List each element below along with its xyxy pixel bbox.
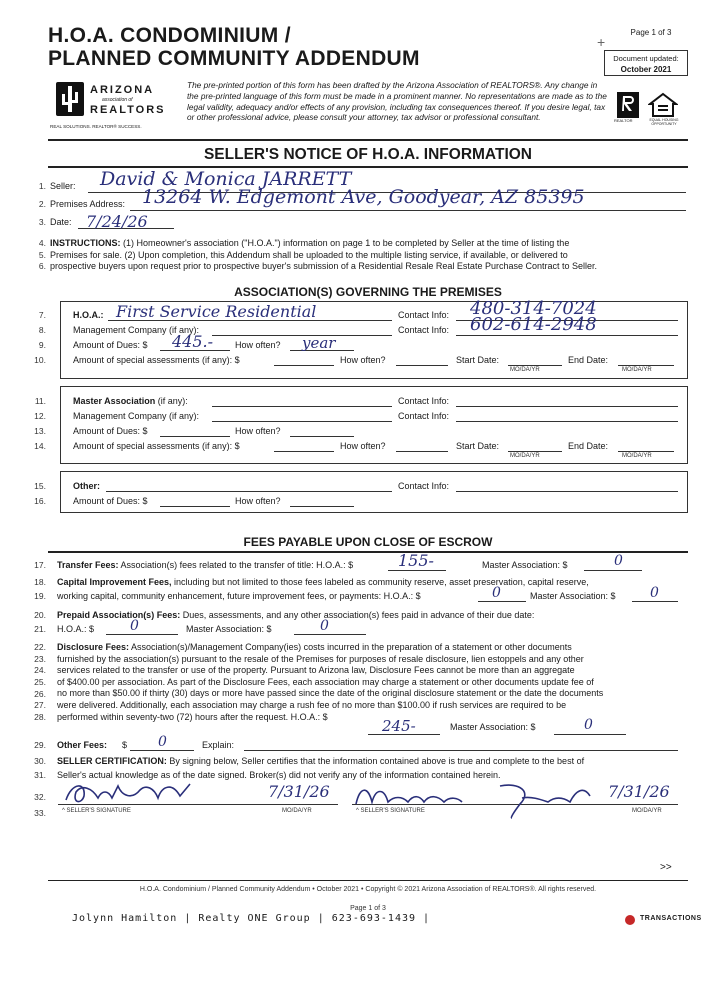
registration-mark: + bbox=[597, 34, 606, 50]
line-number: 21. bbox=[34, 624, 46, 634]
master-mgmt-field[interactable] bbox=[212, 421, 392, 422]
line-number: 9. bbox=[38, 340, 46, 350]
realtor-label: REALTOR bbox=[614, 118, 633, 123]
transactions-label: TRANSACTIONS bbox=[640, 915, 702, 922]
line-number: 6. bbox=[38, 261, 46, 271]
line-number: 2. bbox=[38, 199, 46, 209]
hoa-how-often-label: How often? bbox=[235, 340, 281, 350]
seller-value: David & Monica JARRETT bbox=[100, 168, 352, 190]
footer-copyright: H.O.A. Condominium / Planned Community Addendum • October 2021 • Copyright © 2021 Arizona Association of REALTORS®. All rights reserved. bbox=[139, 886, 597, 893]
line-number: 12. bbox=[34, 411, 46, 421]
master-mgmt-contact-field[interactable] bbox=[456, 421, 678, 422]
transfer-hoa-field[interactable] bbox=[388, 570, 446, 571]
capital-fees-line2: working capital, community enhancement, future improvement fees, or payments: H.O.A.: $ bbox=[57, 591, 421, 601]
master-special-often-label: How often? bbox=[340, 441, 386, 451]
hoa-special-label: Amount of special assessments (if any): $ bbox=[73, 355, 240, 365]
line-number: 4. bbox=[38, 238, 46, 248]
capital-master-value: 0 bbox=[650, 585, 659, 601]
capital-hoa-value: 0 bbox=[492, 585, 501, 601]
hoa-end-label: End Date: bbox=[568, 355, 609, 365]
master-how-often-field[interactable] bbox=[290, 436, 354, 437]
line-number: 28. bbox=[34, 712, 46, 722]
certification-line2: Seller's actual knowledge as of the date signed. Broker(s) did not verify any of the information contained herein. bbox=[57, 770, 501, 780]
hoa-dues-label: Amount of Dues: $ bbox=[73, 340, 148, 350]
line-number: 26. bbox=[34, 689, 46, 699]
capital-master-field[interactable] bbox=[632, 601, 678, 602]
master-dues-field[interactable] bbox=[160, 436, 230, 437]
line-number: 23. bbox=[34, 654, 46, 664]
seller-signature-date-2: 7/31/26 bbox=[608, 782, 670, 801]
associations-heading: ASSOCIATION(S) GOVERNING THE PREMISES bbox=[234, 285, 502, 299]
mgmt-contact-field[interactable] bbox=[456, 335, 678, 336]
line-number: 33. bbox=[34, 808, 46, 818]
line-number: 3. bbox=[38, 217, 46, 227]
date-value: 7/24/26 bbox=[86, 212, 148, 231]
doc-updated-date: October 2021 bbox=[620, 65, 672, 74]
divider bbox=[48, 551, 688, 553]
prepaid-hoa-field[interactable] bbox=[106, 634, 178, 635]
mgmt-label: Management Company (if any): bbox=[73, 325, 200, 335]
master-mgmt-contact-label: Contact Info: bbox=[398, 411, 450, 421]
arizona-realtors-logo: ARIZONA association of REALTORS REAL SOLUTIONS. REALTOR® SUCCESS. bbox=[50, 84, 166, 129]
master-label: Master Association (if any): bbox=[73, 396, 188, 406]
form-title: H.O.A. CONDOMINIUM / PLANNED COMMUNITY ADDENDUM bbox=[48, 24, 420, 70]
footer-page: Page 1 of 3 bbox=[350, 905, 386, 912]
master-special-often-field[interactable] bbox=[396, 451, 448, 452]
date-label-1: MO/DA/YR bbox=[282, 808, 312, 814]
transactions-logo-icon bbox=[625, 915, 635, 925]
seller-notice-heading: SELLER'S NOTICE OF H.O.A. INFORMATION bbox=[203, 146, 533, 163]
line-number: 1. bbox=[38, 181, 46, 191]
other-contact-field[interactable] bbox=[456, 491, 678, 492]
mgmt-contact-label: Contact Info: bbox=[398, 325, 450, 335]
line-number: 16. bbox=[34, 496, 46, 506]
hoa-special-field[interactable] bbox=[274, 365, 334, 366]
master-end-field[interactable] bbox=[618, 451, 674, 452]
date-label-2: MO/DA/YR bbox=[632, 808, 662, 814]
master-special-label: Amount of special assessments (if any): $ bbox=[73, 441, 240, 451]
other-fees-label: Other Fees: bbox=[57, 740, 108, 750]
line-number: 5. bbox=[38, 250, 46, 260]
master-special-field[interactable] bbox=[274, 451, 334, 452]
line-number: 20. bbox=[34, 610, 46, 620]
hoa-dues-value: 445.- bbox=[172, 332, 214, 351]
eho-label: EQUAL HOUSING OPPORTUNITY bbox=[649, 118, 679, 126]
transfer-master-label: Master Association: $ bbox=[482, 560, 568, 570]
hoa-start-field[interactable] bbox=[508, 365, 562, 366]
master-start-field[interactable] bbox=[508, 451, 562, 452]
mgmt-contact-value: 602-614-2948 bbox=[470, 314, 597, 335]
divider bbox=[48, 880, 688, 881]
line-number: 32. bbox=[34, 792, 46, 802]
prepaid-master-label: Master Association: $ bbox=[186, 624, 272, 634]
prepaid-master-value: 0 bbox=[320, 618, 329, 634]
master-contact-field[interactable] bbox=[456, 406, 678, 407]
prepaid-master-field[interactable] bbox=[294, 634, 366, 635]
disclosure-fees-text: Disclosure Fees: Association(s)/Management Company(ies) costs incurred in the preparation of a statement or other documents furnished by the association(s) pursuant to the resale of the Premises for purposes of resale disclosure, lien estoppels and any other services related to the transfer or use of the property. Pursuant to Arizona law, Disclosure Fees cannot be more than an aggregate of $400.00 per association. As part of the Disclosure Fees, each association may charge a statement or other documents update fee of no more than $50.00 if thirty (30) days or more have passed since the date of the original disclosure statement or the date the documents were delivered. Additionally, each association may charge a rush fee of no more than $100.00 if rush services are required to be performed within seventy-two (72) hours after the request. H.O.A.: $ bbox=[57, 642, 604, 722]
line-number: 25. bbox=[34, 677, 46, 687]
transfer-master-field[interactable] bbox=[584, 570, 642, 571]
hoa-how-often-value: year bbox=[302, 334, 336, 352]
other-name-field[interactable] bbox=[106, 491, 392, 492]
seller-signature-1 bbox=[62, 776, 222, 808]
transfer-hoa-value: 155- bbox=[398, 551, 434, 570]
premises-value: 13264 W. Edgemont Ave, Goodyear, AZ 85395 bbox=[142, 186, 585, 208]
certification-line1: SELLER CERTIFICATION: By signing below, Seller certifies that the information contained above is true and complete to the best of bbox=[57, 756, 585, 766]
master-end-label: End Date: bbox=[568, 441, 609, 451]
seller-signature-label-1: ^ SELLER'S SIGNATURE bbox=[62, 808, 131, 814]
realtor-r-icon bbox=[617, 92, 639, 118]
prepaid-fees-line1: Prepaid Association(s) Fees: Dues, assessments, and any other association(s) fees paid in advance of their due date: bbox=[57, 610, 535, 620]
equal-housing-icon bbox=[648, 92, 678, 118]
other-contact-label: Contact Info: bbox=[398, 481, 450, 491]
hoa-name-value: First Service Residential bbox=[116, 302, 317, 321]
master-dues-label: Amount of Dues: $ bbox=[73, 426, 148, 436]
line-number: 18. bbox=[34, 577, 46, 587]
master-name-field[interactable] bbox=[212, 406, 392, 407]
capital-fees-line1: Capital Improvement Fees, including but not limited to those fees labeled as community reserve, asset preservation, capital reserve, bbox=[57, 577, 589, 587]
capital-hoa-field[interactable] bbox=[478, 601, 526, 602]
capital-master-label: Master Association: $ bbox=[530, 591, 616, 601]
transfer-fees-line: Transfer Fees: Association(s) fees related to the transfer of title: H.O.A.: $ bbox=[57, 560, 354, 570]
seller-signature-label-2: ^ SELLER'S SIGNATURE bbox=[356, 808, 425, 814]
other-dues-field[interactable] bbox=[160, 506, 230, 507]
line-number: 11. bbox=[34, 396, 46, 406]
page-number: Page 1 of 3 bbox=[630, 28, 672, 37]
hoa-contact-label: Contact Info: bbox=[398, 310, 450, 320]
line-number: 29. bbox=[34, 740, 46, 750]
seller-signature-date-1: 7/31/26 bbox=[268, 782, 330, 801]
disclosure-hoa-value: 245- bbox=[382, 717, 416, 735]
premises-label: Premises Address: bbox=[50, 199, 126, 209]
line-number: 15. bbox=[34, 481, 46, 491]
instructions-text: INSTRUCTIONS: (1) Homeowner's association ("H.O.A.") information on page 1 to be completed by Seller at the time of listing the Premises for sale. (2) Upon completion, this Addendum shall be uploaded to the multiple listing service, if available, or delivered to prospective buyers upon request prior to prospective buyer's submission of a Residential Resale Real Estate Purchase Contract to Seller. bbox=[50, 238, 598, 272]
line-number: 24. bbox=[34, 665, 46, 675]
master-how-often-label: How often? bbox=[235, 426, 281, 436]
master-start-label: Start Date: bbox=[456, 441, 500, 451]
saguaro-logo-icon bbox=[56, 82, 84, 116]
line-number: 19. bbox=[34, 591, 46, 601]
explain-field[interactable] bbox=[244, 750, 678, 751]
master-contact-label: Contact Info: bbox=[398, 396, 450, 406]
disclaimer-text: The pre-printed portion of this form has been drafted by the Arizona Association of REALTORS®. Any change in the pre-printed language of this form must be made in a prominent manner. No representations are made as to the legal validity, adequacy and/or effects of any provision, including tax consequences thereof. If you desire legal, tax or other professional advice, please consult your attorney, tax advisor or professional consultant. bbox=[187, 80, 607, 123]
date-label: Date: bbox=[50, 217, 72, 227]
prepaid-hoa-label: H.O.A.: $ bbox=[57, 624, 95, 634]
line-number: 31. bbox=[34, 770, 46, 780]
other-how-often-label: How often? bbox=[235, 496, 281, 506]
next-page-arrows: >> bbox=[660, 862, 672, 873]
other-fees-value: 0 bbox=[158, 734, 167, 750]
hoa-special-often-field[interactable] bbox=[396, 365, 448, 366]
disclosure-master-label: Master Association: $ bbox=[450, 722, 536, 732]
prepaid-hoa-value: 0 bbox=[130, 618, 139, 634]
disclosure-master-field[interactable] bbox=[554, 734, 626, 735]
hoa-contact-value: 480-314-7024 bbox=[470, 298, 597, 319]
premises-field[interactable] bbox=[130, 210, 686, 211]
document-updated-box bbox=[604, 50, 688, 76]
divider bbox=[48, 139, 688, 141]
agent-stamp: Jolynn Hamilton | Realty ONE Group | 623-693-1439 | bbox=[72, 913, 431, 924]
hoa-end-field[interactable] bbox=[618, 365, 674, 366]
disclosure-master-value: 0 bbox=[584, 717, 593, 733]
line-number: 14. bbox=[34, 441, 46, 451]
other-association-box bbox=[60, 471, 688, 513]
explain-label: Explain: bbox=[202, 740, 235, 750]
line-number: 27. bbox=[34, 700, 46, 710]
other-fees-field[interactable] bbox=[130, 750, 194, 751]
hoa-start-label: Start Date: bbox=[456, 355, 500, 365]
hoa-label: H.O.A.: bbox=[73, 310, 104, 320]
hoa-special-often-label: How often? bbox=[340, 355, 386, 365]
line-number: 22. bbox=[34, 642, 46, 652]
other-dues-label: Amount of Dues: $ bbox=[73, 496, 148, 506]
line-number: 10. bbox=[34, 355, 46, 365]
line-number: 17. bbox=[34, 560, 46, 570]
line-number: 7. bbox=[38, 310, 46, 320]
master-mgmt-label: Management Company (if any): bbox=[73, 411, 200, 421]
other-how-often-field[interactable] bbox=[290, 506, 354, 507]
line-number: 30. bbox=[34, 756, 46, 766]
line-number: 8. bbox=[38, 325, 46, 335]
other-label: Other: bbox=[73, 481, 100, 491]
fees-heading: FEES PAYABLE UPON CLOSE OF ESCROW bbox=[243, 535, 493, 549]
doc-updated-label: Document updated: bbox=[613, 54, 679, 63]
line-number: 13. bbox=[34, 426, 46, 436]
transfer-master-value: 0 bbox=[614, 553, 623, 569]
seller-label: Seller: bbox=[50, 181, 76, 191]
